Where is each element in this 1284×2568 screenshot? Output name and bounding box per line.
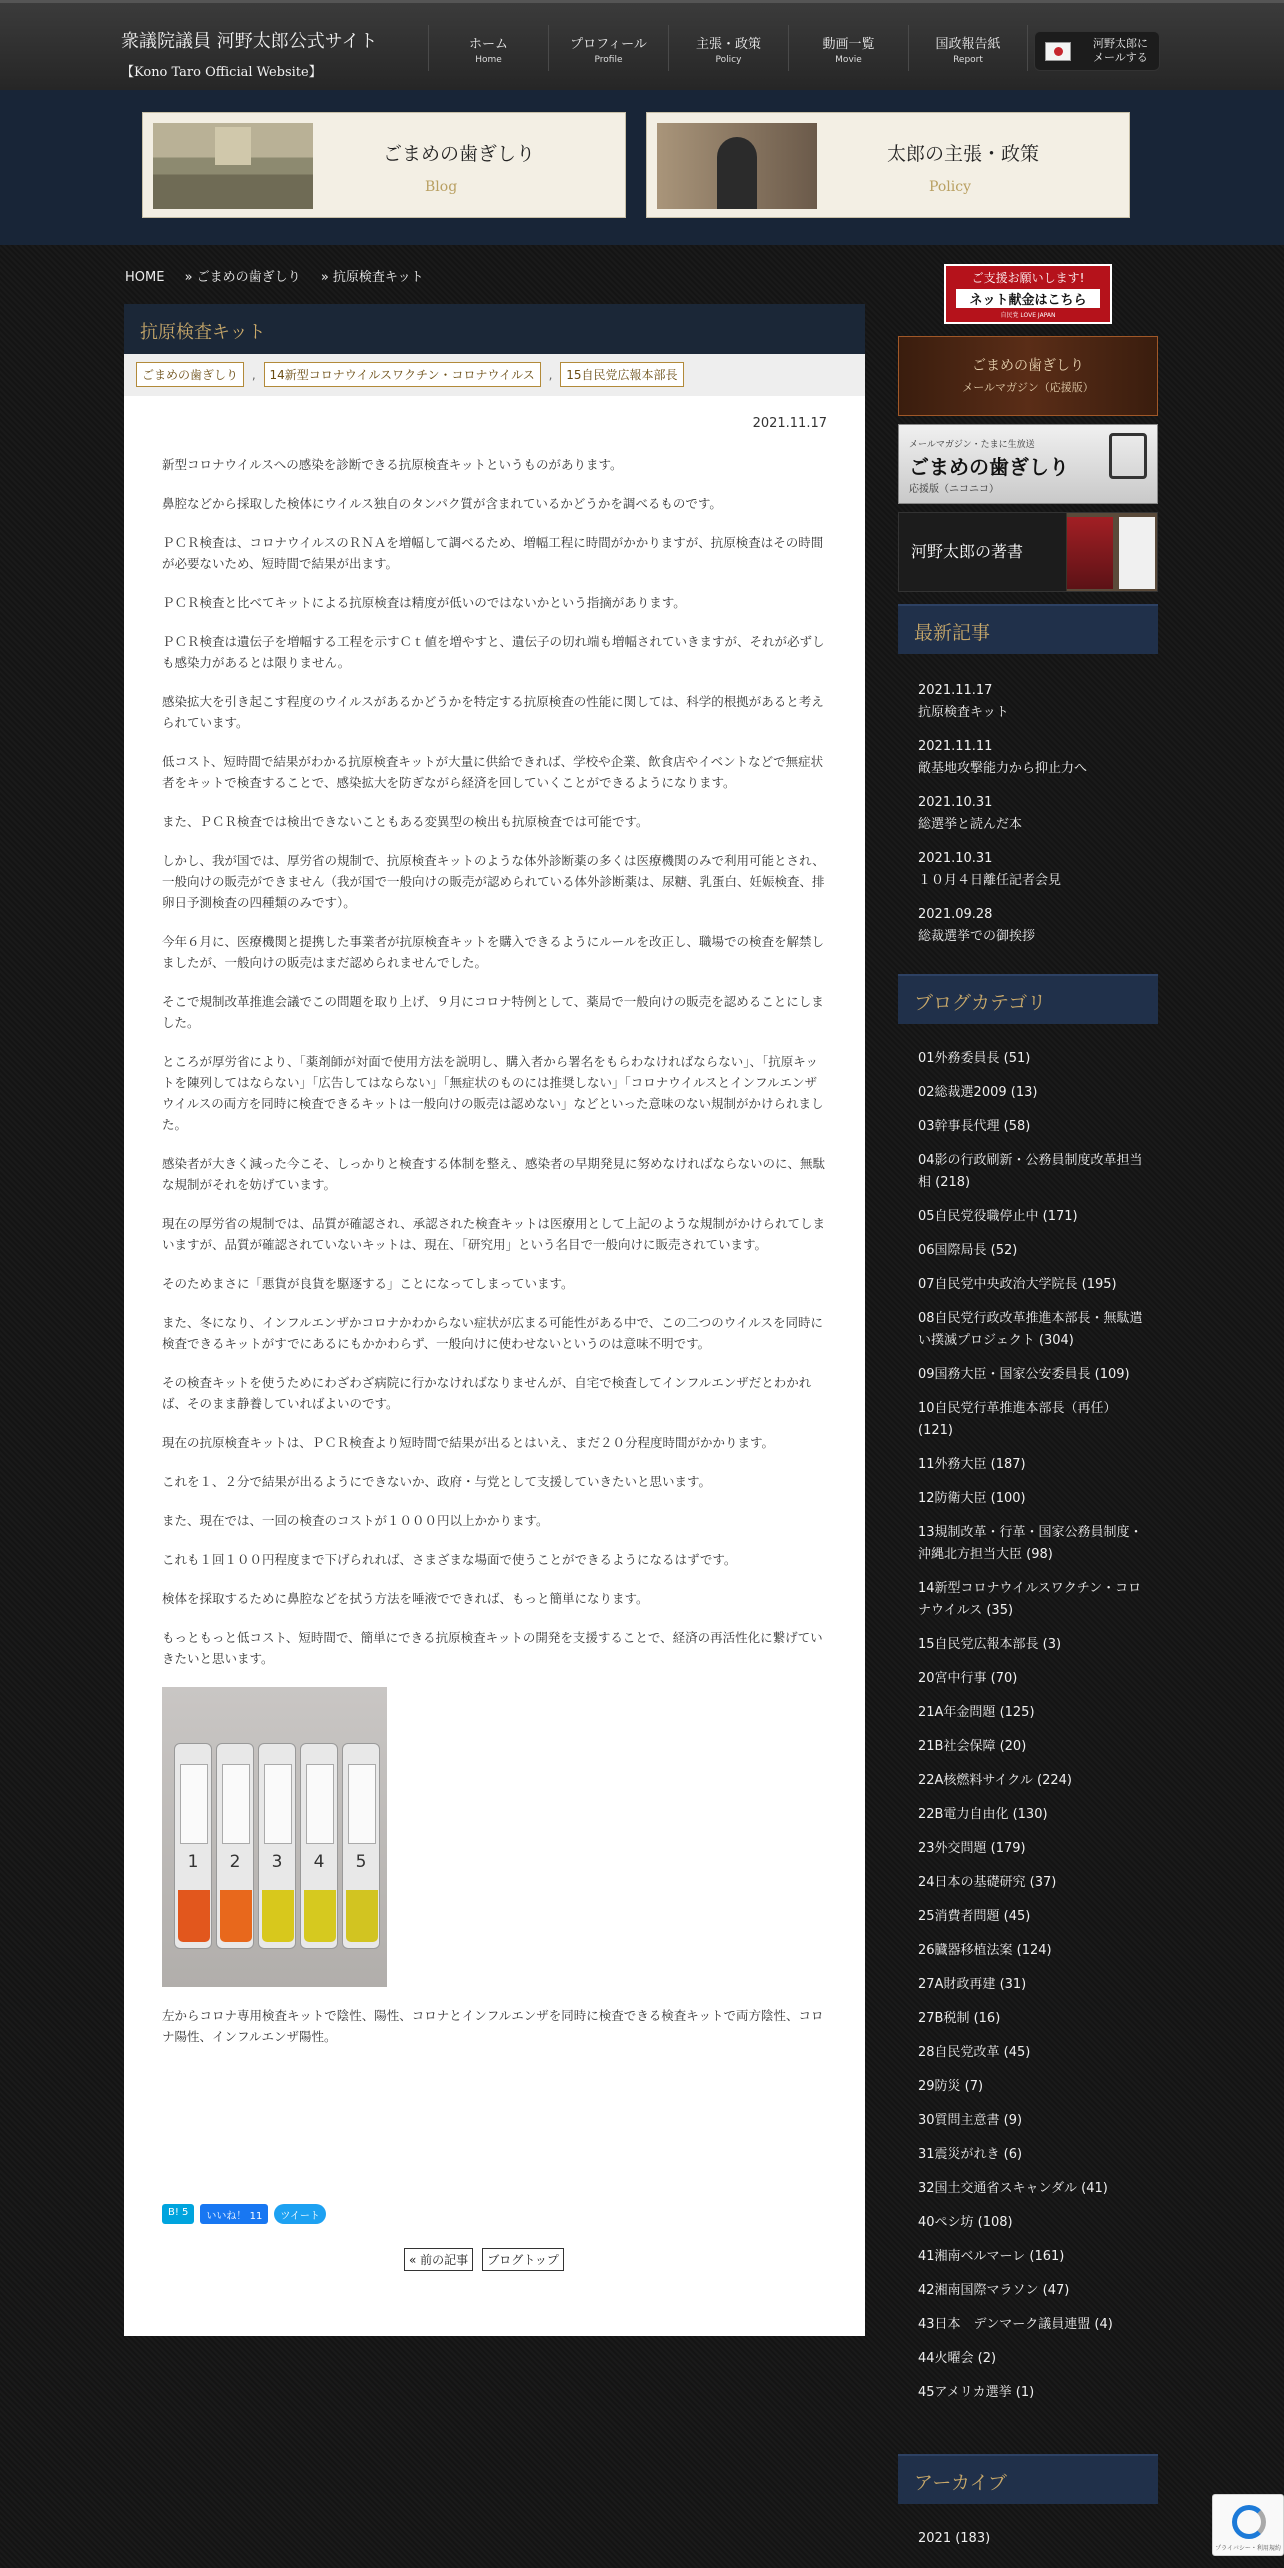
niconico-banner[interactable]	[898, 424, 1158, 504]
recent-post-link[interactable]	[918, 904, 1148, 960]
policy-banner-title: 太郎の主張・政策	[887, 143, 1040, 165]
post-paragraph: 低コスト、短時間で結果がわかる抗原検査キットが大量に供給できれば、学校や企業、飲食店やイベントなどで無症状者をキットで検査することで、感染拡大を防ぎながら経済を回していくことができるようになります。	[162, 754, 824, 790]
post-paragraph: これも１回１００円程度まで下げられれば、さまざまな場面で使うことができるようになるはずです。	[162, 1552, 737, 1567]
nav-item-policy[interactable]	[668, 25, 788, 71]
category-link[interactable]: 29防災 (7)	[918, 2079, 984, 2094]
category-link[interactable]: 03幹事長代理 (58)	[918, 1119, 1031, 1134]
category-link[interactable]: 45アメリカ選挙 (1)	[918, 2385, 1035, 2400]
recent-post-title: 敵基地攻撃能力から抑止力へ	[918, 761, 1088, 776]
donation-line2: ネット献金はこちら	[956, 289, 1100, 308]
nav-item-movie[interactable]	[788, 25, 908, 71]
category-link[interactable]: 22A核燃料サイクル (224)	[918, 1773, 1072, 1788]
kit-liquid	[220, 1890, 252, 1942]
facebook-like-button[interactable]: いいね！ 11	[200, 2204, 268, 2224]
recent-post-link[interactable]	[918, 848, 1148, 904]
nav-item-sublabel: Profile	[594, 55, 623, 65]
category-link[interactable]: 30質問主意書 (9)	[918, 2113, 1023, 2128]
category-link[interactable]: 32国土交通省スキャンダル (41)	[918, 2181, 1108, 2196]
recent-list	[918, 680, 1148, 960]
post-body	[162, 454, 827, 2065]
speaker-photo-image	[657, 123, 817, 209]
category-link[interactable]: 10自民党行革推進本部長（再任） (121)	[918, 1401, 1117, 1438]
nav-item-sublabel: Policy	[715, 55, 742, 65]
post-paragraph: 感染者が大きく減った今こそ、しっかりと検査する体制を整え、感染者の早期発見に努めなければならないのに、無駄な規制がそれを妨げています。	[162, 1156, 826, 1192]
post-title: 抗原検査キット	[124, 304, 865, 354]
category-link[interactable]: 11外務大臣 (187)	[918, 1457, 1026, 1472]
test-kit	[342, 1743, 380, 1949]
post-paragraph: また、冬になり、インフルエンザかコロナかわからない症状が広まる可能性がある中で、この二つのウイルスを同時に検査できるキットがすでにあるにもかかわらず、一般向けに使わせないというのは意味不明です。	[162, 1315, 824, 1351]
post-paragraph: 今年６月に、医療機関と提携した事業者が抗原検査キットを購入できるようにルールを改正し、職場での検査を解禁しましたが、一般向けの販売はまだ認められませんでした。	[162, 934, 825, 970]
tag-separator: ,	[251, 368, 256, 382]
recent-post-title: １０月４日離任記者会見	[918, 873, 1062, 888]
kit-window	[264, 1764, 292, 1844]
tweet-button[interactable]: ツイート	[274, 2204, 326, 2224]
category-link[interactable]: 23外交問題 (179)	[918, 1841, 1026, 1856]
kit-number: 3	[271, 1852, 283, 1872]
post-paragraph: しかし、我が国では、厚労省の規制で、抗原検査キットのような体外診断薬の多くは医療機関のみで利用可能とされ、一般向けの販売ができません（我が国で一般向けの販売が認められている体外診断薬は、尿糖、乳蛋白、妊娠検査、排卵日予測検査の四種類のみです）。	[162, 853, 825, 910]
niconico-sub: 応援版（ニコニコ）	[909, 484, 999, 495]
archive-list	[918, 2528, 1148, 2550]
nav-item-report[interactable]	[908, 25, 1028, 71]
category-link[interactable]: 28自民党改革 (45)	[918, 2045, 1031, 2060]
book-cover-image	[1067, 517, 1113, 589]
nav-item-profile[interactable]	[548, 25, 668, 71]
category-link[interactable]: 25消費者問題 (45)	[918, 1909, 1031, 1924]
hatena-bookmark-button[interactable]: B! 5	[162, 2204, 194, 2224]
category-link[interactable]: 26臓器移植法案 (124)	[918, 1943, 1052, 1958]
tag-separator: ,	[548, 368, 553, 382]
site-subtitle: 【Kono Taro Official Website】	[121, 65, 322, 80]
post-paragraph: また、ＰＣＲ検査では検出できないこともある変異型の検出も抗原検査では可能です。	[162, 814, 649, 829]
recaptcha-label: プライバシー・利用規約	[1215, 2545, 1281, 2552]
post-paragraph: そのためまさに「悪貨が良貨を駆逐する」ことになってしまっています。	[162, 1276, 574, 1291]
post-paragraph: 感染拡大を引き起こす程度のウイルスがあるかどうかを特定する抗原検査の性能に関しては、科学的根拠があると考えられています。	[162, 694, 824, 730]
blog-top-link[interactable]: ブログトップ	[482, 2248, 564, 2271]
kit-window	[180, 1764, 208, 1844]
mail-magazine-sub: メールマガジン（応援版）	[962, 381, 1094, 394]
recent-post-date: 2021.10.31	[918, 851, 993, 866]
niconico-title: ごまめの歯ぎしり	[909, 455, 1069, 479]
mail-magazine-banner[interactable]	[898, 336, 1158, 416]
mail-button-line2: メールする	[1093, 51, 1148, 64]
blog-banner[interactable]	[142, 112, 626, 218]
recent-post-date: 2021.10.31	[918, 795, 993, 810]
category-link[interactable]: 27B税制 (16)	[918, 2011, 1001, 2026]
category-link[interactable]: 43日本 デンマーク議員連盟 (4)	[918, 2317, 1113, 2332]
recent-post-link[interactable]	[918, 792, 1148, 848]
kit-liquid	[304, 1890, 336, 1942]
category-link[interactable]: 09国務大臣・国家公安委員長 (109)	[918, 1367, 1130, 1382]
niconico-kicker: メールマガジン・たまに生放送	[909, 440, 1035, 450]
nav-item-label: 動画一覧	[822, 37, 875, 52]
category-link[interactable]: 31震災がれき (6)	[918, 2147, 1023, 2162]
site-title[interactable]: 衆議院議員 河野太郎公式サイト	[121, 31, 378, 52]
article-card	[124, 304, 865, 2336]
category-link[interactable]: 04影の行政刷新・公務員制度改革担当相 (218)	[918, 1153, 1143, 1190]
category-link[interactable]: 42湘南国際マラソン (47)	[918, 2283, 1070, 2298]
category-link[interactable]: 40ペシ坊 (108)	[918, 2215, 1013, 2230]
books-banner[interactable]	[898, 512, 1158, 592]
category-link[interactable]: 02総裁選2009 (13)	[918, 1085, 1038, 1100]
kit-window	[306, 1764, 334, 1844]
category-link[interactable]: 21B社会保障 (20)	[918, 1739, 1027, 1754]
kit-liquid	[262, 1890, 294, 1942]
niconico-logo-icon	[1109, 433, 1147, 479]
tag-covid[interactable]: 14新型コロナウイルスワクチン・コロナウイルス	[264, 362, 541, 387]
post-paragraph: 検体を採取するために鼻腔などを拭う方法を唾液でできれば、もっと簡単になります。	[162, 1591, 649, 1606]
photo-caption: 左からコロナ専用検査キットで陰性、陽性、コロナとインフルエンザを同時に検査できる検査キットで両方陰性、コロナ陽性、インフルエンザ陽性。	[162, 2008, 824, 2044]
post-paragraph: ＰＣＲ検査と比べてキットによる抗原検査は精度が低いのではないかという指摘があります。	[162, 595, 686, 610]
donation-line3: 自民党 LOVE JAPAN	[1000, 312, 1056, 319]
post-paragraph: これを１、２分で結果が出るようにできないか、政府・与党として支援していきたいと思います。	[162, 1474, 712, 1489]
kit-window	[348, 1764, 376, 1844]
category-link[interactable]: 01外務委員長 (51)	[918, 1051, 1031, 1066]
tag-pr[interactable]: 15自民党広報本部長	[560, 362, 683, 387]
category-link[interactable]: 41湘南ベルマーレ (161)	[918, 2249, 1065, 2264]
mail-button-line1: 河野太郎に	[1093, 37, 1148, 50]
category-heading: ブログカテゴリ	[898, 974, 1158, 1024]
blog-banner-sub: Blog	[425, 179, 458, 195]
post-paragraph: 現在の抗原検査キットは、ＰＣＲ検査より短時間で結果が出るとはいえ、まだ２０分程度時間がかかります。	[162, 1435, 775, 1450]
post-paragraph: 現在の厚労省の規制では、品質が確認され、承認された検査キットは医療用として上記のような規制がかけられてしまいますが、品質が確認されていないキットは、現在、「研究用」という名目で一般向けに販売されています。	[162, 1216, 826, 1252]
post-date: 2021.11.17	[752, 416, 827, 431]
recent-post-link[interactable]	[918, 736, 1148, 792]
post-paragraph: ＰＣＲ検査は遺伝子を増幅する工程を示すＣｔ値を増やすと、遺伝子の切れ端も増幅されていきますが、それが必ずしも感染力があるとは限りません。	[162, 634, 825, 670]
category-link[interactable]: 12防衛大臣 (100)	[918, 1491, 1026, 1506]
kit-liquid	[178, 1890, 210, 1942]
post-paragraph: 新型コロナウイルスへの感染を診断できる抗原検査キットというものがあります。	[162, 457, 623, 472]
mail-magazine-title: ごまめの歯ぎしり	[972, 358, 1084, 374]
kit-liquid	[346, 1890, 378, 1942]
kit-number: 1	[187, 1852, 199, 1872]
prev-post-link[interactable]: « 前の記事	[404, 2248, 473, 2271]
post-paragraph: もっともっと低コスト、短時間で、簡単にできる抗原検査キットの開発を支援することで、経済の再活性化に繋げていきたいと思います。	[162, 1630, 823, 1666]
category-link[interactable]: 05自民党役職停止中 (171)	[918, 1209, 1078, 1224]
tag-blog[interactable]: ごまめの歯ぎしり	[136, 362, 244, 387]
nav-item-home[interactable]	[428, 25, 548, 71]
mail-button[interactable]	[1034, 31, 1160, 71]
recent-heading: 最新記事	[898, 604, 1158, 654]
category-link[interactable]: 15自民党広報本部長 (3)	[918, 1637, 1062, 1652]
breadcrumb-home[interactable]: HOME	[125, 270, 165, 285]
recaptcha-badge[interactable]	[1212, 2494, 1284, 2556]
policy-banner[interactable]	[646, 112, 1130, 218]
tag-list	[124, 354, 865, 396]
category-link[interactable]: 24日本の基礎研究 (37)	[918, 1875, 1057, 1890]
breadcrumb-blog[interactable]: » ごまめの歯ぎしり	[184, 270, 301, 285]
post-paragraph: また、現在では、一回の検査のコストが１０００円以上かかります。	[162, 1513, 549, 1528]
nav-item-label: 主張・政策	[695, 37, 761, 52]
share-buttons	[162, 2204, 332, 2224]
kit-number: 2	[229, 1852, 241, 1872]
post-paragraph: 鼻腔などから採取した検体にウイルス独自のタンパク質が含まれているかどうかを調べるものです。	[162, 496, 722, 511]
books-banner-title: 河野太郎の著書	[911, 542, 1024, 561]
recent-post-title: 総選挙と読んだ本	[918, 817, 1023, 832]
post-paragraph: ＰＣＲ検査は、コロナウイルスのＲＮＡを増幅して調べるため、増幅工程に時間がかかりますが、抗原検査はその時間が必要ないため、短時間で結果が出ます。	[162, 535, 824, 571]
recent-post-date: 2021.11.17	[918, 683, 993, 698]
banner-area	[0, 90, 1284, 245]
category-link[interactable]: 07自民党中央政治大学院長 (195)	[918, 1277, 1117, 1292]
nav-item-sublabel: Movie	[835, 55, 862, 65]
category-link[interactable]: 44火曜会 (2)	[918, 2351, 997, 2366]
category-link[interactable]: 27A財政再建 (31)	[918, 1977, 1027, 1992]
test-kit	[300, 1743, 338, 1949]
category-link[interactable]: 13規制改革・行革・国家公務員制度・沖縄北方担当大臣 (98)	[918, 1525, 1143, 1562]
category-link[interactable]: 22B電力自由化 (130)	[918, 1807, 1048, 1822]
test-kits-photo	[162, 1687, 387, 1987]
kit-window	[222, 1764, 250, 1844]
nav-item-label: 国政報告紙	[935, 37, 1001, 52]
post-paragraph: そこで規制改革推進会議でこの問題を取り上げ、９月にコロナ特例として、薬局で一般向けの販売を認めることにしました。	[162, 994, 824, 1030]
breadcrumb-current: » 抗原検査キット	[320, 270, 424, 285]
diet-building-image	[153, 123, 313, 209]
book-cover-image	[1119, 517, 1155, 589]
donation-line1: ご支援お願いします!	[971, 271, 1085, 285]
category-link[interactable]: 14新型コロナウイルスワクチン・コロナウイルス (35)	[918, 1581, 1142, 1618]
recaptcha-icon	[1232, 2505, 1266, 2539]
recent-post-link[interactable]	[918, 680, 1148, 736]
test-kit	[258, 1743, 296, 1949]
nav-item-sublabel: Home	[475, 55, 502, 65]
archive-link[interactable]: 2021 (183)	[918, 2531, 991, 2546]
recent-post-date: 2021.09.28	[918, 907, 993, 922]
pager	[404, 2248, 568, 2271]
test-kit	[216, 1743, 254, 1949]
main-nav	[428, 25, 1028, 71]
post-paragraph: その検査キットを使うためにわざわざ病院に行かなければなりませんが、自宅で検査してインフルエンザだとわかれば、そのまま静養していればよいのです。	[162, 1375, 812, 1411]
nav-item-label: プロフィール	[570, 37, 647, 52]
blog-banner-title: ごまめの歯ぎしり	[383, 143, 536, 165]
recent-post-title: 抗原検査キット	[918, 705, 1009, 720]
breadcrumb	[125, 266, 440, 285]
kit-number: 5	[355, 1852, 367, 1872]
test-kit	[174, 1743, 212, 1949]
recent-post-title: 総裁選挙での御挨拶	[918, 929, 1036, 944]
category-link[interactable]: 06国際局長 (52)	[918, 1243, 1018, 1258]
policy-banner-sub: Policy	[929, 179, 971, 195]
kit-number: 4	[313, 1852, 325, 1872]
category-list	[918, 1048, 1148, 2416]
site-header	[0, 0, 1284, 90]
recent-post-date: 2021.11.11	[918, 739, 993, 754]
category-link[interactable]: 20宮中行事 (70)	[918, 1671, 1018, 1686]
category-link[interactable]: 08自民党行政改革推進本部長・無駄遣い撲滅プロジェクト (304)	[918, 1311, 1143, 1348]
nav-item-sublabel: Report	[953, 55, 983, 65]
japan-flag-icon	[1045, 42, 1071, 61]
category-link[interactable]: 21A年金問題 (125)	[918, 1705, 1035, 1720]
nav-item-label: ホーム	[468, 37, 508, 52]
post-paragraph: ところが厚労省により、「薬剤師が対面で使用方法を説明し、購入者から署名をもらわなければならない」、「抗原キットを陳列してはならない」「広告してはならない」「無症状のものには推奨しない」「コロナウイルスとインフルエンザウイルスの両方を同時に検査できるキットは一般向けの販売は認めない」などといった意味のない規制がかけられました。	[162, 1054, 824, 1132]
archive-heading: アーカイブ	[898, 2454, 1158, 2504]
donation-banner[interactable]	[944, 264, 1112, 324]
